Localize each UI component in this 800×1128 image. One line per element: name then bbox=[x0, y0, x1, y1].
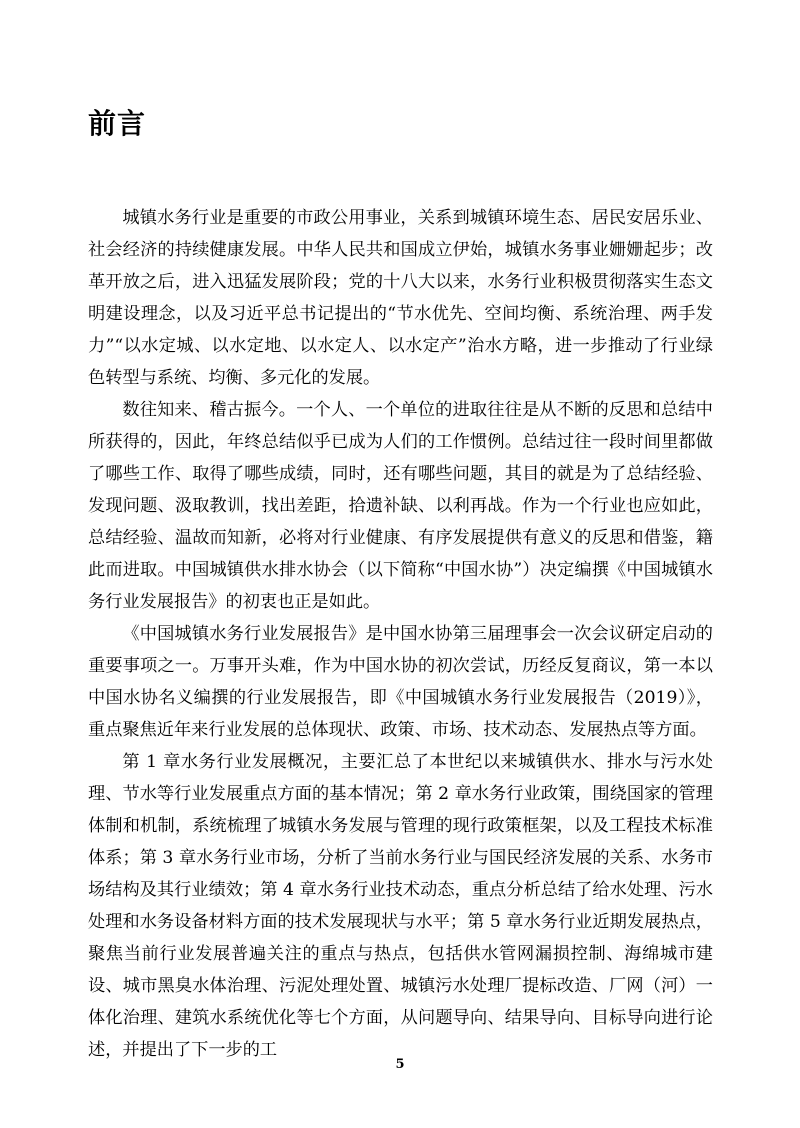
page-title: 前言 bbox=[88, 107, 147, 140]
paragraph: 城镇水务行业是重要的市政公用事业，关系到城镇环境生态、居民安居乐业、社会经济的持续健康发展。中华人民共和国成立伊始，城镇水务事业姗姗起步；改革开放之后，进入迅猛发展阶段；党的十八大以来，水务行业积极贯彻落实生态文明建设理念，以及习近平总书记提出的“节水优先、空间均衡、系统治理、两手发力”“以水定城、以水定地、以水定人、以水定产”治水方略，进一步推动了行业绿色转型与系统、均衡、多元化的发展。 bbox=[88, 208, 713, 388]
paragraph: 第 1 章水务行业发展概况，主要汇总了本世纪以来城镇供水、排水与污水处理、节水等行业发展重点方面的基本情况；第 2 章水务行业政策，围绕国家的管理体制和机制，系统梳理了城镇水务发展与管理的现行政策框架，以及工程技术标准体系；第 3 章水务行业市场，分析了当前水务行业与国民经济发展的关系、水务市场结构及其行业绩效；第 4 章水务行业技术动态，重点分析总结了给水处理、污水处理和水务设备材料方面的技术发展现状与水平；第 5 章水务行业近期发展热点，聚焦当前行业发展普遍关注的重点与热点，包括供水管网漏损控制、海绵城市建设、城市黑臭水体治理、污泥处理处置、城镇污水处理厂提标改造、厂网（河）一体化治理、建筑水系统优化等七个方面，从问题导向、结果导向、目标导向进行论述，并提出了下一步的工 bbox=[88, 752, 713, 1060]
body-text bbox=[88, 202, 713, 1066]
page-number: 5 bbox=[395, 1057, 405, 1072]
paragraph: 《中国城镇水务行业发展报告》是中国水协第三届理事会一次会议研定启动的重要事项之一。万事开头难，作为中国水协的初次尝试，历经反复商议，第一本以中国水协名义编撰的行业发展报告，即《中国城镇水务行业发展报告（2019）》，重点聚焦近年来行业发展的总体现状、政策、市场、技术动态、发展热点等方面。 bbox=[88, 624, 713, 740]
paragraph: 数往知来、稽古振今。一个人、一个单位的进取往往是从不断的反思和总结中所获得的，因此，年终总结似乎已成为人们的工作惯例。总结过往一段时间里都做了哪些工作、取得了哪些成绩，同时，还有哪些问题，其目的就是为了总结经验、发现问题、汲取教训，找出差距，拾遗补缺、以利再战。作为一个行业也应如此，总结经验、温故而知新，必将对行业健康、有序发展提供有意义的反思和借鉴，籍此而进取。中国城镇供水排水协会（以下简称“中国水协”）决定编撰《中国城镇水务行业发展报告》的初衷也正是如此。 bbox=[88, 400, 713, 612]
